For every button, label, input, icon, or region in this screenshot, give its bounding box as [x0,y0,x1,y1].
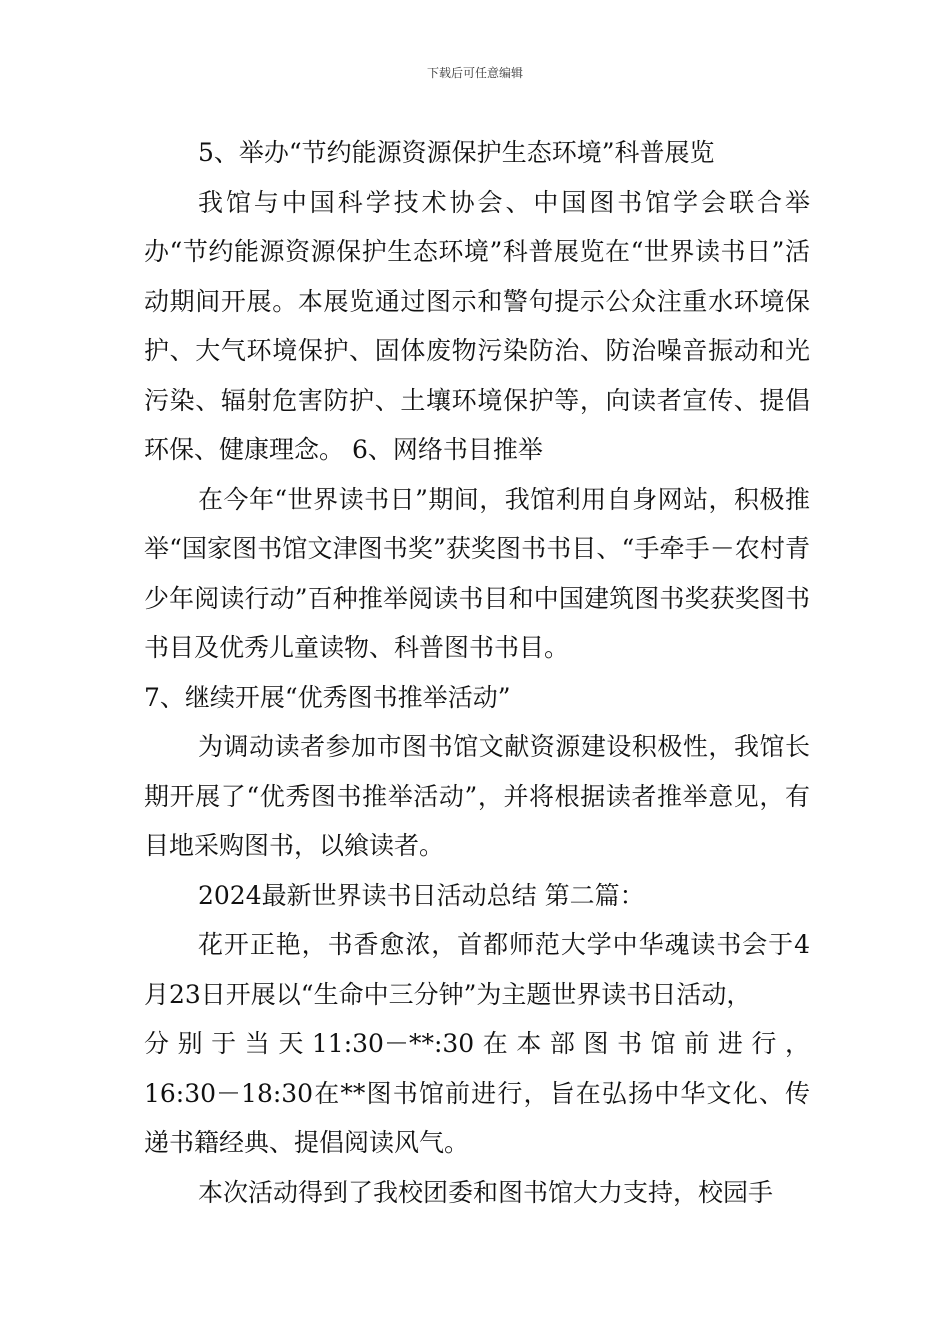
heading-item-5: 5、举办“节约能源资源保护生态环境”科普展览 [198,138,715,167]
paragraph-recommendation: 为调动读者参加市图书馆文献资源建设积极性，我馆长期开展了“优秀图书推举活动”，并将根据读者推举意见，有目地采购图书，以飨读者。 [144,732,810,860]
section-title: 2024最新世界读书日活动总结 第二篇： [198,880,645,910]
paragraph-exhibition: 我馆与中国科学技术协会、中国图书馆学会联合举办“节约能源资源保护生态环境”科普展览在“世界读书日”活动期间开展。本展览通过图示和警句提示公众注重水环境保护、大气环境保护、固体废物污染防治、防治噪音振动和光污染、辐射危害防护、土壤环境保护等，向读者宣传、提倡环保、健康理念。 6、网络书目推举 [144,187,810,464]
paragraph-event-intro: 花开正艳，书香愈浓，首都师范大学中华魂读书会于4月23日开展以“生命中三分钟”为主题世界读书日活动， [144,930,810,1009]
paragraph-event-purpose: 16:30－18:30在**图书馆前进行，旨在弘扬中华文化、传递书籍经典、提倡阅读风气。 [144,1078,810,1157]
page-header: 下载后可任意编辑 [426,66,523,80]
paragraph-book-list: 在今年“世界读书日”期间，我馆利用自身网站，积极推举“国家图书馆文津图书奖”获奖图书书目、“手牵手－农村青少年阅读行动”百种推举阅读书目和中国建筑图书奖获奖图书书目及优秀儿童读物、科普图书书目。 [144,484,810,662]
heading-item-7: 7、继续开展“优秀图书推举活动” [144,682,511,712]
paragraph-event-time: 分别于当天11:30－**:30在本部图书馆前进行， [144,1029,810,1058]
document-body [144,128,810,1217]
paragraph-support: 本次活动得到了我校团委和图书馆大力支持，校园手 [198,1177,774,1207]
